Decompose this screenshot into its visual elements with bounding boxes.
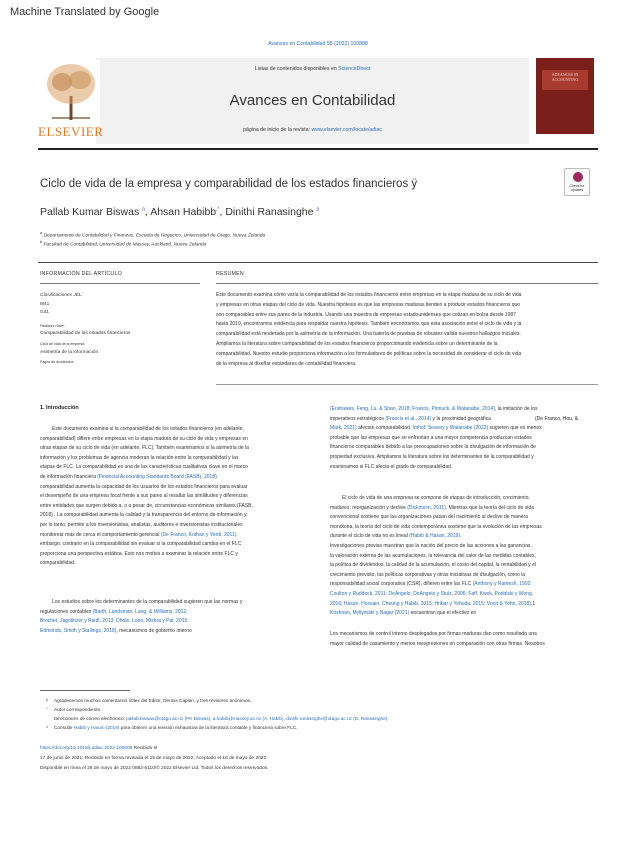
citation-link[interactable]: (Financial Accounting Standards Board (FASB), 2018). bbox=[97, 473, 219, 480]
body-text: crecimiento previsto, las políticas corporativas y otras iniciativas de divulgación, como la bbox=[330, 571, 526, 578]
author-affiliation-mark[interactable]: a bbox=[142, 206, 145, 213]
citation-link[interactable]: (Anthony y Ramesh, 1992; bbox=[472, 581, 532, 588]
body-line bbox=[40, 627, 296, 637]
journal-cover-image[interactable] bbox=[536, 58, 594, 134]
body-line bbox=[40, 463, 296, 473]
body-line bbox=[40, 492, 296, 502]
elsevier-tree-logo-icon bbox=[42, 60, 100, 126]
body-line bbox=[330, 590, 598, 600]
abstract-line: de la empresa al diseñar estándares de contabilidad financiera. bbox=[216, 360, 357, 367]
footnote-mark: ÿ bbox=[46, 698, 48, 702]
keyword: Comparabilidad de los estados financieros bbox=[40, 331, 131, 336]
section-divider bbox=[38, 262, 598, 263]
body-line bbox=[330, 552, 598, 562]
footnote-emails bbox=[40, 716, 389, 721]
jel-code: M41 bbox=[40, 302, 50, 307]
abstract-line: hasta 2019, encontramos evidencia para respaldar nuestra hipótesis. También encontramos que esta asociación entre el ciclo de vida y la bbox=[216, 321, 522, 328]
body-text: información y los problemas de agencia moderan la relación entre la comparabilidad y las bbox=[40, 454, 239, 461]
keyword: Ciclo de vida de la empresa bbox=[40, 342, 85, 346]
email-label: Direcciones de correo electrónico: bbox=[54, 716, 127, 721]
body-text: El ciclo de vida de una empresa se compone de etapas de introducción, crecimiento, bbox=[342, 495, 530, 501]
footnote-text: para obtener una revisión exhaustiva de la literatura contable y financiera sobre FLC. bbox=[119, 725, 298, 730]
citation-link[interactable]: (De Franco, Hou, & bbox=[535, 415, 579, 422]
author-list: Pallab Kumar Biswas $^a$, Ahsan Habibb,*, Dinithi Ranasinghe $^a$ bbox=[40, 206, 320, 218]
abstract-line: comparabilidad. Nuestro estudio proporciona información a los formuladores de políticas sobre la necesidad de considerar el ciclo de vida bbox=[216, 350, 522, 357]
homepage-label: página de inicio de la revista: bbox=[243, 127, 312, 133]
keyword: Asimetría de la información bbox=[40, 350, 99, 355]
body-text: monitorear más de cerca el comportamiento gerencial bbox=[40, 531, 161, 538]
abstract-line: y empresas en otras etapas del ciclo de vida. Nuestra hipótesis es que las empresas maduras tienden a producir estados financieros que bbox=[216, 301, 521, 308]
doi-line bbox=[40, 746, 157, 751]
body-text: durante el ciclo de vida no es lineal bbox=[330, 533, 410, 540]
affiliation-text: Facultad de Contabilidad, Universidad de Massey, Auckland, Nueva Zelanda bbox=[43, 242, 207, 248]
body-text: por lo tanto, permite a los inversionistas, analistas, auditores e inversionistas institucionales bbox=[40, 521, 243, 528]
footnote bbox=[40, 725, 297, 730]
intro-paragraph-1 bbox=[40, 425, 296, 569]
body-text: comparabilidad) difiere entre empresas en la etapa madura de su ciclo de vida y empresas en bbox=[40, 435, 248, 442]
author-name: Pallab Kumar Biswas bbox=[40, 206, 140, 218]
footnote-text: Consulte bbox=[54, 725, 74, 730]
author-name: Ahsan Habibb bbox=[150, 206, 217, 218]
keyword: Pagos de dividendos bbox=[40, 360, 74, 364]
body-line bbox=[40, 425, 296, 435]
contents-list-text: Listas de contenidos disponibles en bbox=[254, 66, 339, 72]
header-divider bbox=[38, 148, 598, 150]
body-text: responsabilidad social corporativa (CSR), difieren entre las FLC bbox=[330, 581, 473, 588]
body-line bbox=[330, 494, 598, 504]
received-label: Recibido el bbox=[132, 746, 158, 751]
footnote-text: Autor correspondiente. bbox=[54, 707, 102, 712]
cover-title-text: ADVANCES IN ACCOUNTING bbox=[551, 72, 579, 82]
footnote bbox=[40, 698, 251, 703]
body-line bbox=[40, 521, 296, 531]
body-text: comparabilidad. bbox=[40, 560, 76, 567]
body-text: convencional sostiene que las organizaciones pasan del nacimiento al declive de manera bbox=[330, 514, 528, 521]
body-text: Mientras que la teoría del ciclo de vida bbox=[447, 504, 534, 511]
citation-link[interactable]: Imhof, Seavey y Watanabe (2022) bbox=[412, 425, 489, 432]
body-line bbox=[330, 504, 598, 514]
body-line bbox=[330, 443, 598, 453]
citation-link[interactable]: Krishnan, Myllymäki y Nagar (2021) bbox=[330, 610, 410, 617]
body-line bbox=[330, 513, 598, 523]
body-text: Investigaciones previas muestran que la nación del precio de las acciones a las ganancias, bbox=[330, 542, 532, 549]
author-affiliation-mark[interactable]: a bbox=[316, 206, 320, 213]
doi-link[interactable]: https://doi.org/10.1016/j.adiac.2022.100608 bbox=[40, 746, 133, 751]
body-line bbox=[40, 454, 296, 464]
body-line bbox=[330, 561, 598, 571]
journal-homepage-line bbox=[96, 127, 529, 133]
body-line bbox=[40, 598, 296, 608]
citation-link[interactable]: (Dickinson, 2011). bbox=[407, 504, 448, 511]
body-text: etapas de FLC. La comparabilidad es una de las características cualitativas clave en el marco bbox=[40, 464, 248, 471]
journal-title: Avances en Contabilidad bbox=[229, 92, 396, 109]
citation-link[interactable]: Edmonds, Smith y Stallings, 2018) bbox=[40, 627, 117, 634]
body-text: y la proximidad geográfica bbox=[431, 415, 491, 422]
keywords-label: Palabras clave: bbox=[40, 324, 65, 328]
author-affiliation-mark[interactable]: ,* bbox=[216, 206, 220, 213]
body-line bbox=[330, 640, 598, 650]
abstract-line: comparabilidad está moderada por la asimetría de la información. Una batería de pruebas de robustez valida nuestros hallazgos iniciales. bbox=[216, 331, 521, 338]
citation-link[interactable]: Mark, 2021) bbox=[330, 425, 357, 432]
abstract-line: Este documento examina cómo varía la comparabilidad de los estados financieros entre empresas en la etapa madura de su ciclo de vida bbox=[216, 292, 522, 298]
body-line bbox=[40, 559, 296, 569]
body-line bbox=[330, 463, 598, 473]
body-text: imperativos estratégicos bbox=[330, 415, 386, 422]
body-line bbox=[330, 571, 598, 581]
body-text: la valoración externa de las acumulaciones, la relevancia del valor de las medidas contables, bbox=[330, 552, 536, 559]
footnote-citation-link[interactable]: Habib y Hasan (2019) bbox=[73, 725, 120, 730]
body-text: otras etapas de su ciclo de vida (en adelante, FLC). También examinamos si la asimetría de la bbox=[40, 445, 249, 452]
abstract-rule bbox=[216, 283, 598, 284]
body-line bbox=[40, 617, 296, 627]
contents-list-line bbox=[96, 66, 529, 72]
affiliation-b bbox=[40, 239, 206, 248]
intro-paragraph-2 bbox=[40, 598, 296, 636]
body-line bbox=[40, 502, 296, 512]
citation-link[interactable]: (Habib & Hasan, 2019). bbox=[409, 533, 462, 540]
body-text: entre entidades que surgen debido a, o a pesar de, circunstancias económicas similares (FASB, bbox=[40, 502, 253, 509]
body-line bbox=[330, 600, 598, 610]
citation-link[interactable]: 2016; Hasan, Hossain, Cheung y Habib, 2015; Hribar y Yehuda, 2015; Vorst & Yohn, 2018) bbox=[330, 600, 531, 607]
citation-link[interactable]: (De Franco, Kothari y Verdi, 2011). bbox=[160, 531, 238, 538]
body-text: , la imitación de los bbox=[494, 406, 538, 412]
body-line bbox=[330, 532, 598, 542]
body-line bbox=[330, 434, 598, 444]
update-check-icon bbox=[573, 172, 583, 182]
body-text: propiedad exclusiva. Ampliamos la literatura sobre los determinantes de la comparabilidad y bbox=[330, 453, 534, 460]
abstract-heading: RESUMEN bbox=[216, 271, 244, 277]
citation-link[interactable]: Coulton y Ruddock, 2011; DeAngelo, DeAngelo y Stulz, 2006; Faff, Kwok, Podolski y Wong, bbox=[330, 590, 534, 597]
history-line: 17 de junio de 2021; Recibido en forma revisada el 15 de mayo de 2022; Aceptado el 16 de mayo de 2022 bbox=[40, 756, 267, 761]
body-text: Los estudios sobre los determinantes de la comparabilidad sugieren que las normas y bbox=[52, 599, 243, 605]
body-line bbox=[330, 453, 598, 463]
body-line bbox=[40, 473, 296, 483]
body-line bbox=[330, 523, 598, 533]
footnote bbox=[40, 707, 101, 712]
abstract-end-rule bbox=[216, 384, 598, 385]
author-name: Dinithi Ranasinghe bbox=[225, 206, 314, 218]
intro-paragraph-4 bbox=[330, 494, 598, 619]
badge-label: Check for updates bbox=[569, 184, 585, 192]
footnote-mark: * bbox=[46, 707, 48, 711]
body-line bbox=[330, 424, 598, 434]
footnote-divider bbox=[40, 690, 130, 691]
intro-paragraph-5 bbox=[330, 630, 598, 649]
affiliation-mark: b bbox=[40, 239, 43, 244]
body-line bbox=[40, 444, 296, 454]
jel-code: G41 bbox=[40, 310, 50, 315]
affiliation-a bbox=[40, 230, 265, 239]
abstract-text bbox=[216, 291, 598, 369]
availability-line: Disponible en línea el 29 de mayo de 2022 0882-6110/© 2022 Elsevier Ltd. Todos los derechos reservados. bbox=[40, 766, 269, 771]
body-line bbox=[330, 580, 598, 590]
body-text: sugieren que es menos bbox=[488, 425, 542, 432]
body-text: afectan comparabilidad. bbox=[356, 425, 413, 432]
body-text: monótona, la teoría del ciclo de vida contemporánea sostiene que la evolución de las empresas bbox=[330, 523, 542, 530]
journal-reference[interactable]: Avances en Contabilidad 58 (2022) 100888 bbox=[268, 41, 368, 47]
publisher-logo-text: ELSEVIER bbox=[38, 124, 104, 139]
abstract-line: Ampliamos la literatura sobre comparabilidad de los estados financieros proporcionando evidencia sobre un determinante de la bbox=[216, 340, 498, 347]
citation-link[interactable]: (Francis et al., 2014) bbox=[385, 415, 432, 422]
body-text: madurez, reorganización y declive bbox=[330, 504, 408, 511]
body-text: encuentran que el efectivo en bbox=[409, 610, 477, 617]
body-text: .1 bbox=[530, 600, 536, 607]
body-text: Este documento examina si la comparabilidad de los estados financieros (en adelante, bbox=[52, 426, 244, 432]
body-line bbox=[330, 405, 598, 415]
body-line bbox=[330, 630, 598, 640]
article-info-rule bbox=[40, 283, 200, 284]
section-heading: 1. Introducción bbox=[40, 405, 79, 411]
body-text: de información financiera bbox=[40, 473, 98, 480]
abstract-line: son comparables entre sus pares de la industria. Usando una muestra de empresas estadounidenses que cotizan en bolsa desde 1987 bbox=[216, 311, 516, 318]
check-for-updates-badge[interactable] bbox=[564, 168, 590, 196]
body-text: mayor calidad de casamiento y menos reexpresiones en comparación con otras firmas. Nosotros bbox=[330, 640, 545, 647]
paper-title: Ciclo de vida de la empresa y comparabilidad de los estados financieros ÿ bbox=[40, 178, 418, 190]
jel-label: Clasificaciones JEL: bbox=[40, 293, 83, 298]
body-line bbox=[40, 540, 296, 550]
footnote-mark: 1 bbox=[46, 725, 48, 729]
body-text: examinamos si FLC afecta el grado de comparabilidad. bbox=[330, 463, 453, 470]
body-text: el desempeño de una empresa focal frente a sus pares al resaltar las similitudes y diferencias bbox=[40, 493, 248, 500]
body-text: embargo, contrario en la comparabilidad sin evaluar si la comparabilidad cambia en el FLC bbox=[40, 541, 242, 548]
affiliation-mark: a bbox=[40, 230, 43, 235]
body-text: proporciona una perspectiva estática. Esto nos motiva a examinar la relación entre FLC y bbox=[40, 550, 238, 557]
citation-link[interactable]: (Endrawes, Feng, Lu, & Shan, 2018; Francis, Pinnuck, & Watanabe, 2014) bbox=[330, 406, 495, 412]
article-info-heading: INFORMACIÓN DEL ARTÍCULO bbox=[40, 271, 122, 277]
body-text: comparabilidad aumenta la capacidad de los usuarios de los estados financieros para evaluar bbox=[40, 483, 248, 490]
affiliation-text: Departamento de Contabilidad y Finanzas, Escuela de Negocios, Universidad de Otago, Nueva Zelanda bbox=[43, 233, 266, 239]
body-line bbox=[40, 608, 296, 618]
body-text: , mecanismos de gobierno interno bbox=[116, 627, 192, 634]
body-text: la política de dividendos, la calidad de la acumulación, el costo del capital, la rentabilidad y el bbox=[330, 562, 536, 569]
body-line bbox=[40, 483, 296, 493]
body-text: probable que las empresas que se enfrentan a una mayor competencia produzcan estados bbox=[330, 434, 532, 441]
footnote-text: Agradecemos muchos comentarios útiles del Editor, Dennis Caplan, y tres revisores anónimos. bbox=[54, 698, 252, 703]
email-links[interactable]: pallab.biswas@otago.ac.nz (PK Biswas), a.habib@massey.ac.nz (A. Habib), dinithi.ranasinghe@otago.ac.nz (D. Ranasinghe). bbox=[126, 716, 389, 721]
body-text: financieros comparables debido a las preocupaciones sobre la divulgación de información de bbox=[330, 444, 536, 451]
body-text: Los mecanismos de control interno desplegados por firmas maduras dan como resultado una bbox=[330, 631, 537, 637]
body-line bbox=[40, 531, 296, 541]
body-text: regulaciones contables bbox=[40, 608, 93, 615]
body-line bbox=[40, 511, 296, 521]
body-line bbox=[330, 609, 598, 619]
homepage-link[interactable]: www.elsevier.com/locate/adiac bbox=[311, 127, 382, 133]
body-line bbox=[40, 550, 296, 560]
translation-banner: Machine Translated by Google bbox=[10, 6, 160, 18]
citation-link[interactable]: Brochet, Jagolinzer y Riedl, 2013; Dhole, Lobo, Mishra y Pal, 2015; bbox=[40, 618, 189, 625]
citation-link[interactable]: (Barth, Landsman, Lang, & Williams, 2012; bbox=[92, 608, 188, 615]
body-text: 2018) . La comparabilidad aumenta la calidad y la transparencia del entorno de información y, bbox=[40, 512, 248, 519]
body-line bbox=[40, 435, 296, 445]
body-line bbox=[330, 542, 598, 552]
sciencedirect-link[interactable]: ScienceDirect bbox=[338, 66, 371, 72]
